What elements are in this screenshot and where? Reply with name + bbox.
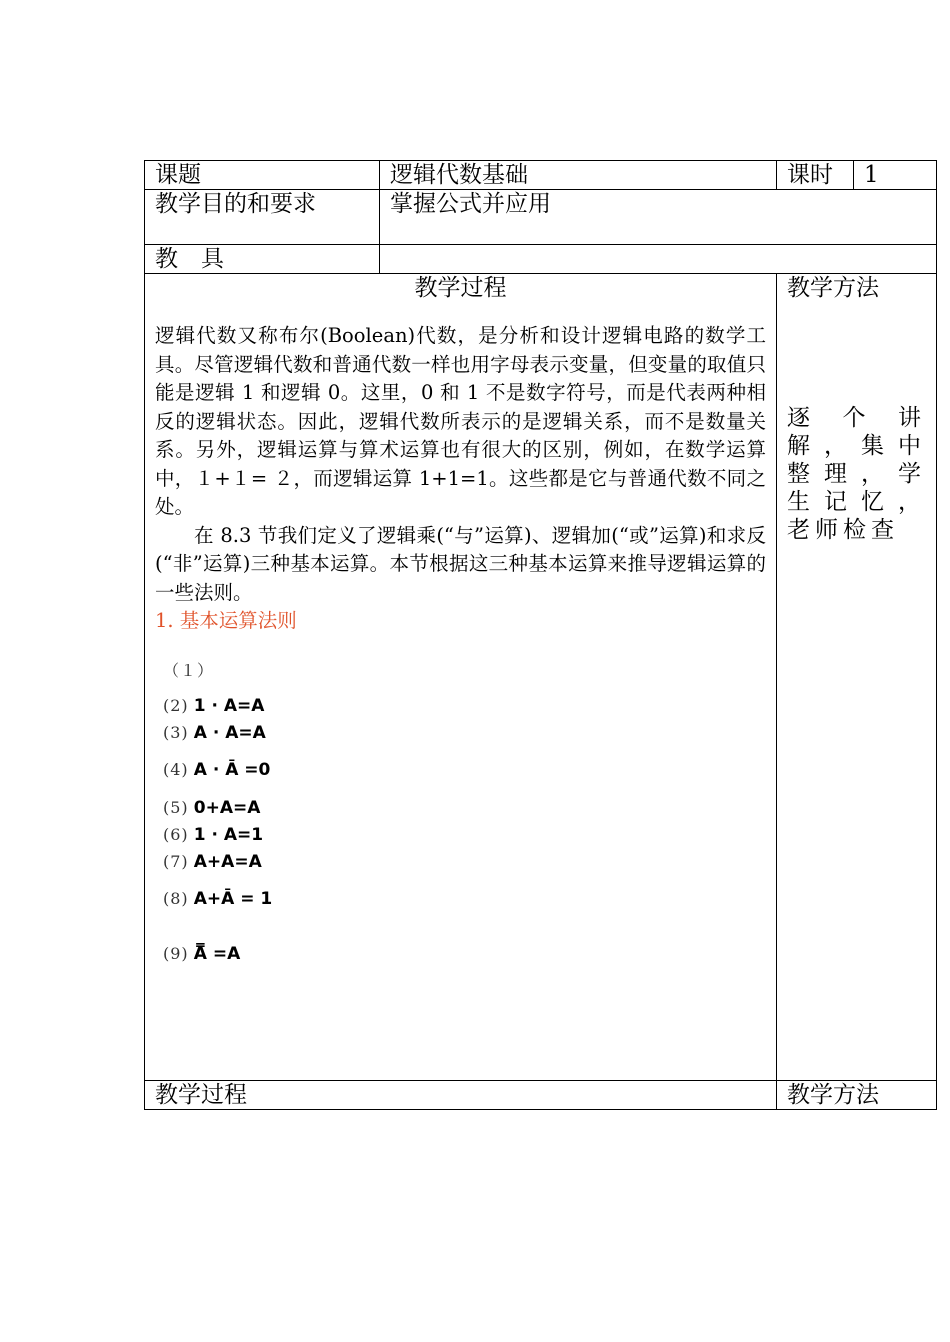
topic-label: 课题 (145, 161, 380, 190)
formula-expression: A · A=A (193, 723, 266, 743)
method-heading: 教学方法 (787, 275, 879, 301)
goal-value: 掌握公式并应用 (380, 190, 937, 245)
formula-number: (3) (163, 723, 189, 742)
tools-value (380, 245, 937, 274)
rules-paragraph: 在 8.3 节我们定义了逻辑乘(“与”运算)、逻辑加(“或”运算)和求反(“非”运算)三种基本运算。本节根据这三种基本运算来推导逻辑运算的一些法则。 (155, 523, 766, 604)
formula-9 (163, 917, 766, 975)
formula-7 (163, 848, 766, 875)
formula-expression: A+A=A (193, 852, 262, 872)
formula-expression: A̿ =A (193, 944, 241, 964)
lesson-plan-table (144, 160, 937, 1110)
footer-process-label: 教学过程 (145, 1081, 777, 1110)
formula-number: (5) (163, 798, 189, 817)
topic-row (145, 161, 937, 190)
formula-number: (4) (163, 760, 189, 779)
topic-value: 逻辑代数基础 (380, 161, 777, 190)
formula-number: (7) (163, 852, 189, 871)
method-text: 逐个讲解，集中整理，学生记忆，老师检查 (787, 405, 926, 543)
method-cell (777, 274, 937, 1081)
formula-4 (163, 746, 766, 788)
footer-method-label: 教学方法 (777, 1081, 937, 1110)
formula-list (155, 657, 766, 975)
formula-2 (163, 692, 766, 719)
formula-expression: A+Ā = 1 (193, 889, 273, 909)
period-label: 课时 (777, 161, 854, 190)
process-heading: 教学过程 (414, 275, 507, 301)
goal-label: 教学目的和要求 (145, 190, 380, 245)
process-cell (145, 274, 777, 1081)
formula-3 (163, 719, 766, 746)
formula-number: (6) (163, 825, 189, 844)
formula-number: （１） (163, 661, 215, 680)
period-value: 1 (854, 161, 937, 190)
formula-expression: A · Ā =0 (193, 760, 271, 780)
footer-row (145, 1081, 937, 1110)
intro-paragraph: 逻辑代数又称布尔(Boolean)代数，是分析和设计逻辑电路的数学工具。尽管逻辑代数和普通代数一样也用字母表示变量，但变量的取值只能是逻辑 1 和逻辑 0。这里，0 和 1 不是数字符号，而是代表两种相反的逻辑状态。因此，逻辑代数所表示的是逻辑关系，而不是数量关系。另外，逻辑运算与算术运算也有很大的区别，例如，在数学运算中，１+１= ２，而逻辑运算 1+1=1。这些都是它与普通代数不同之处。 (155, 324, 766, 518)
tools-label: 教 具 (145, 245, 380, 274)
formula-1 (163, 657, 766, 684)
tools-row (145, 245, 937, 274)
formula-8 (163, 875, 766, 917)
formula-expression: 0+A=A (193, 798, 261, 818)
formula-6 (163, 821, 766, 848)
formula-number: (8) (163, 889, 189, 908)
formula-expression: 1 · A=A (193, 696, 265, 716)
formula-number: (9) (163, 944, 189, 963)
section-title: 1. 基本运算法则 (155, 609, 297, 632)
process-row (145, 274, 937, 1081)
formula-expression: 1 · A=1 (193, 825, 264, 845)
formula-5 (163, 794, 766, 821)
goal-row (145, 190, 937, 245)
formula-number: (2) (163, 696, 189, 715)
